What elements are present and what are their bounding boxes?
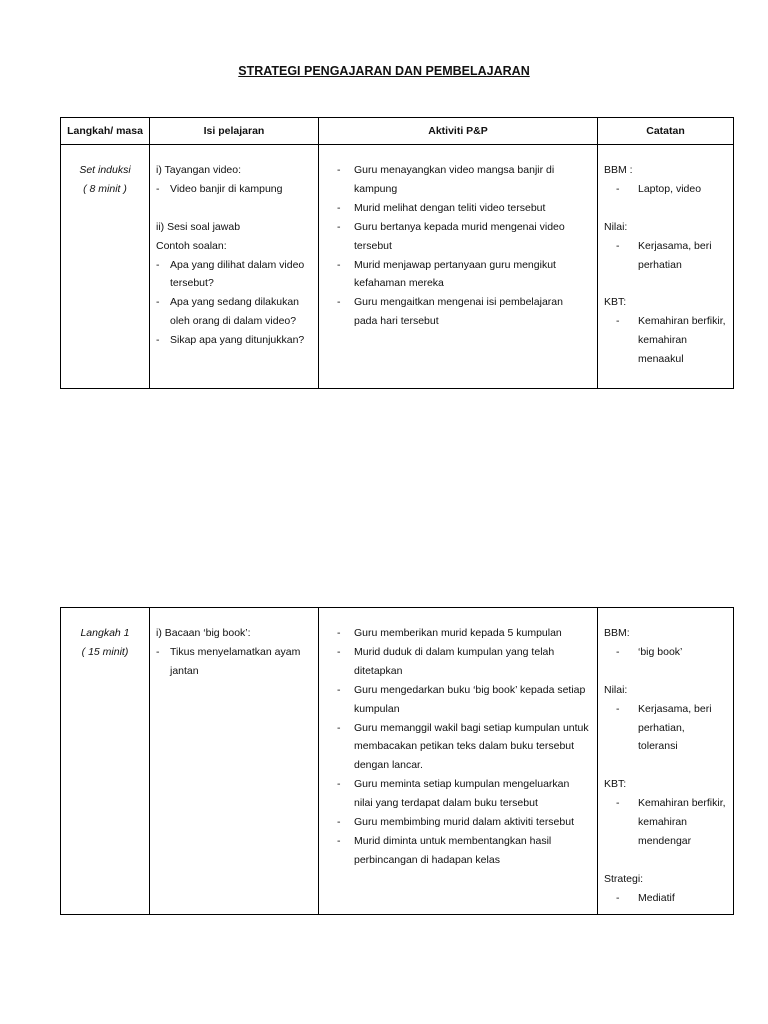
lesson-table-set-induksi xyxy=(60,117,734,389)
kbt-label: KBT: xyxy=(604,296,627,309)
header-catatan: Catatan xyxy=(598,118,734,145)
header-aktiviti: Aktiviti P&P xyxy=(319,118,598,145)
nilai-label: Nilai: xyxy=(604,683,628,696)
nilai-label: Nilai: xyxy=(604,220,628,233)
activity-item: - Guru memanggil wakil bagi setiap kumpulan untuk membacakan petikan teks dalam buku tersebut dengan lancar. xyxy=(337,721,589,772)
activity-item: - Murid menjawap pertanyaan guru mengikut kefahaman mereka xyxy=(337,258,556,290)
activity-item: - Guru bertanya kepada murid mengenai video tersebut xyxy=(337,220,565,252)
step-time: ( 8 minit ) xyxy=(83,182,127,195)
activity-item: - Guru menayangkan video mangsa banjir di kampung xyxy=(337,164,555,195)
activity-cell xyxy=(319,608,598,915)
lesson-table-langkah-1 xyxy=(60,607,734,915)
kbt-label: KBT: xyxy=(604,778,627,791)
step-time: ( 15 minit) xyxy=(81,645,129,658)
page-title: STRATEGI PENGAJARAN DAN PEMBELAJARAN xyxy=(238,64,530,78)
content-cell xyxy=(150,608,319,915)
list-item: - Kerjasama, beri perhatian, toleransi xyxy=(616,702,712,753)
table-header-row xyxy=(61,118,734,145)
activity-item: - Guru mengedarkan buku ‘big book’ kepada setiap kumpulan xyxy=(337,683,586,715)
list-item: - Kemahiran berfikir, kemahiran mendengar xyxy=(616,797,726,847)
activity-item: - Guru mengaitkan mengenai isi pembelajaran pada hari tersebut xyxy=(337,296,563,328)
bbm-label: BBM : xyxy=(604,164,633,176)
content-item-label: ii) Sesi soal jawab xyxy=(156,220,241,233)
list-item: - Tikus menyelamatkan ayam jantan xyxy=(156,645,301,677)
content-item-label: i) Tayangan video: xyxy=(156,164,242,176)
activity-item: - Murid melihat dengan teliti video tersebut xyxy=(337,201,546,214)
activity-item: - Guru memberikan murid kepada 5 kumpulan xyxy=(337,627,562,639)
list-item: - Video banjir di kampung xyxy=(156,182,283,195)
header-langkah-masa: Langkah/ masa xyxy=(61,118,150,145)
list-item: - Apa yang dilihat dalam video tersebut? xyxy=(156,258,305,290)
activity-item: - Murid diminta untuk membentangkan hasil perbincangan di hadapan kelas xyxy=(337,834,552,866)
list-item: - Mediatif xyxy=(616,891,675,904)
list-item: - Laptop, video xyxy=(616,182,702,195)
activity-cell xyxy=(319,145,598,389)
activity-item: - Guru meminta setiap kumpulan mengeluarkan nilai yang terdapat dalam buku tersebut xyxy=(337,778,570,810)
examples-label: Contoh soalan: xyxy=(156,239,227,252)
list-item: - ‘big book’ xyxy=(616,645,683,658)
activity-item: - Guru membimbing murid dalam aktiviti tersebut xyxy=(337,816,574,829)
header-isi-pelajaran: Isi pelajaran xyxy=(150,118,319,145)
content-cell xyxy=(150,145,319,389)
list-item: - Kerjasama, beri perhatian xyxy=(616,239,712,271)
list-item: - Kemahiran berfikir, kemahiran menaakul xyxy=(616,315,726,366)
table-row xyxy=(61,608,734,915)
step-name: Set induksi xyxy=(79,164,131,176)
step-name: Langkah 1 xyxy=(80,627,130,639)
step-cell xyxy=(61,608,150,915)
notes-cell xyxy=(598,608,734,915)
activity-item: - Murid duduk di dalam kumpulan yang telah ditetapkan xyxy=(337,645,555,677)
strategi-label: Strategi: xyxy=(604,872,644,885)
step-cell xyxy=(61,145,150,389)
table-row xyxy=(61,145,734,389)
content-item-label: i) Bacaan ‘big book’: xyxy=(156,627,251,639)
notes-cell xyxy=(598,145,734,389)
bbm-label: BBM: xyxy=(604,627,630,639)
list-item: - Sikap apa yang ditunjukkan? xyxy=(156,334,305,347)
list-item: - Apa yang sedang dilakukan oleh orang di dalam video? xyxy=(156,296,300,328)
